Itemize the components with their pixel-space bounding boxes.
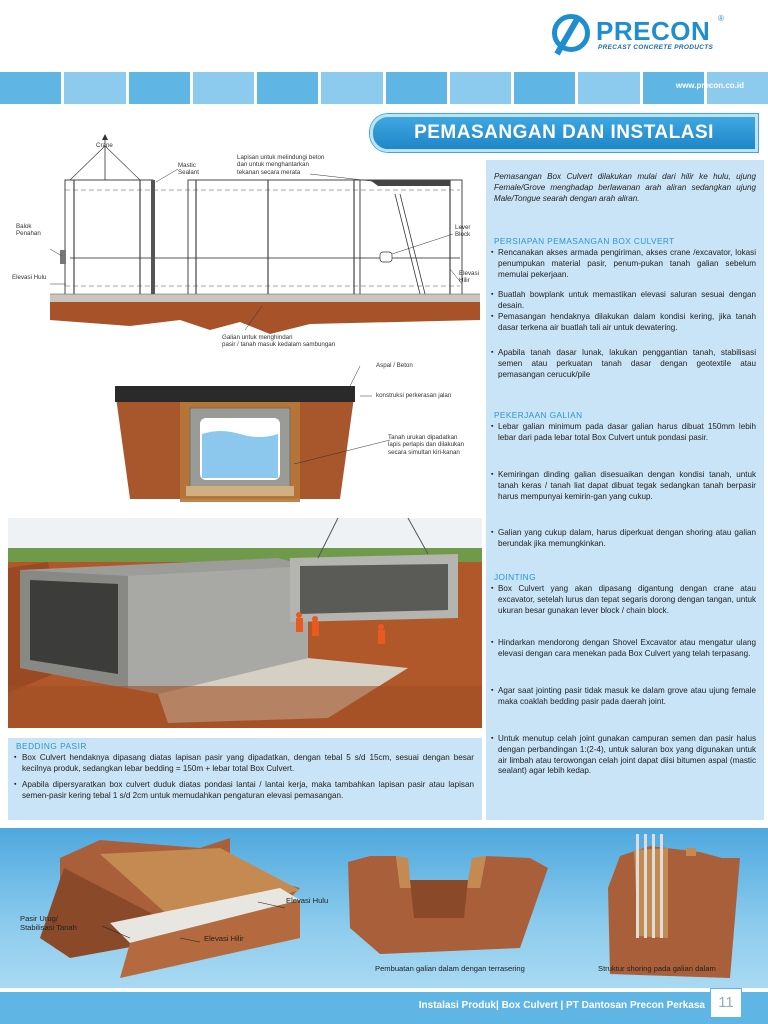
label-elevasi-hilir-bottom: Elevasi Hilir — [204, 934, 244, 943]
header-stripe — [0, 72, 768, 104]
label-aspal: Aspal / Beton — [376, 362, 413, 369]
label-tanah-urukan: Tanah urukan dipadatkan lapis perlapis dan dilakukan secara simultan kiri-kanan — [388, 434, 465, 456]
jointing-item: ▪ Untuk menutup celah joint gunakan campuran semen dan pasir halus dengan perbandingan 1:(2-4), untuk saluran box yang digunakan untuk air limbah atau terowongan celah joint dapat diisi bitumen aspal (mastic sealant) agar lebih kedap. — [492, 734, 756, 777]
label-galian: Galian untuk menghindari pasir / tanah masuk kedalam sambungan — [222, 334, 336, 349]
caption-terrasering: Pembuatan galian dalam dengan terrasering — [375, 964, 525, 973]
installation-diagram — [10, 134, 480, 504]
persiapan-item: ▪ Rencanakan akses armada pengiriman, akses crane /excavator, lokasi penumpukan material pasir, penum-pukan tanah galian sebelum memulai pekerjaan. — [492, 248, 756, 280]
jointing-item: ▪ Agar saat jointing pasir tidak masuk ke dalam grove atau ujung female maka coaklah bedding pasir pada daerah joint. — [492, 686, 756, 708]
label-elevasi-hulu-bottom: Elevasi Hulu — [286, 896, 329, 905]
logo-mark-icon — [552, 14, 590, 52]
brand-logo — [552, 14, 752, 58]
installation-photo — [8, 518, 482, 728]
jointing-item: ▪ Hindarkan mendorong dengan Shovel Excavator atau mengatur ulang elevasi dengan cara menekan pada Box Culvert yang telah terpasang. — [492, 638, 756, 660]
text-column — [486, 160, 764, 820]
bedding-heading: BEDDING PASIR — [16, 741, 87, 751]
persiapan-heading: PERSIAPAN PEMASANGAN BOX CULVERT — [494, 236, 675, 246]
excavation-band — [0, 828, 768, 988]
bedding-item: ▪ Box Culvert hendaknya dipasang diatas lapisan pasir yang dipadatkan, dengan tebal 5 s/d 15cm, sesuai dengan besar kecilnya produk, sedangkan lebar bedding = 150m + lebar total Box Culvert. — [14, 753, 474, 774]
label-lever-block: Lever Block — [455, 224, 471, 239]
galian-item: ▪ Lebar galian minimum pada dasar galian harus dibuat 150mm lebih lebar dari pada lebar total Box Culvert untuk pondasi pasir. — [492, 422, 756, 444]
galian-item: ▪ Kemiringan dinding galian disesuaikan dengan kondisi tanah, untuk tanah keras / tanah liat dapat dibuat tegak sedangkan tanah berpasir harus mempunyai kemirin-gan yang cukup. — [492, 470, 756, 502]
label-crane: Crane — [96, 142, 113, 149]
label-konstruksi: konstruksi perkerasan jalan — [376, 392, 452, 399]
persiapan-item: ▪ Buatlah bowplank untuk memastikan elevasi saluran sesuai dengan desain. — [492, 290, 756, 312]
bedding-item: ▪ Apabila dipersyaratkan box culvert duduk diatas pondasi lantai / lantai kerja, maka tambahkan lapisan pasir atau lapisan semen-pasir kering tebal 1 s/d 2cm untuk memudahkan pengaturan elevasi pemasangan. — [14, 780, 474, 801]
label-elevasi-hulu: Elevasi Hulu — [12, 274, 47, 281]
caption-shoring: Struktur shoring pada galian dalam — [598, 964, 716, 973]
persiapan-item: ▪ Apabila tanah dasar lunak, lakukan penggantian tanah, stabilisasi semen atau perkuatan tanah dasar dengan geotextile atau pemasangan cerucuk/pile — [492, 348, 756, 380]
galian-item: ▪ Galian yang cukup dalam, harus diperkuat dengan shoring atau galian berundak jika memungkinkan. — [492, 528, 756, 550]
label-mastic-sealant: Mastic Sealant — [178, 162, 199, 177]
page-title: PEMASANGAN DAN INSTALASI — [414, 122, 714, 143]
website-link[interactable]: www.precon.co.id — [675, 81, 744, 90]
label-pasir-urug: Pasir Urug/ Stabilisasi Tanah — [20, 914, 77, 932]
label-lapisan: Lapisan untuk melindungi beton dan untuk menghantarkan tekanan secara merata — [237, 154, 325, 176]
logo-tagline: PRECAST CONCRETE PRODUCTS — [598, 44, 714, 51]
galian-heading: PEKERJAAN GALIAN — [494, 410, 583, 420]
logo-registered: ® — [718, 14, 724, 23]
persiapan-item: ▪ Pemasangan hendaknya dilakukan dalam kondisi kering, jika tanah dasar terkena air buatlah tali air untuk dewatering. — [492, 312, 756, 334]
page-number: 11 — [710, 988, 742, 1018]
footer-text: Instalasi Produk| Box Culvert | PT Dantosan Precon Perkasa — [418, 1000, 705, 1011]
bedding-section — [8, 738, 482, 820]
label-balok-penahan: Balok Penahan — [16, 223, 41, 238]
intro-paragraph: Pemasangan Box Culvert dilakukan mulai dari hilir ke hulu, ujung Female/Grove menghadap berlawanan arah aliran sedangkan ujung Male/Tongue searah dengan arah aliran. — [494, 172, 756, 203]
logo-name: PRECON — [596, 16, 711, 46]
label-elevasi-hilir: Elevasi Hilir — [459, 270, 479, 285]
jointing-item: ▪ Box Culvert yang akan dipasang digantung dengan crane atau excavator, setelah lurus dan tepat segaris dorong dengan tangan, untuk ukuran besar gunakan lever block / chain block. — [492, 584, 756, 616]
jointing-heading: JOINTING — [494, 572, 536, 582]
